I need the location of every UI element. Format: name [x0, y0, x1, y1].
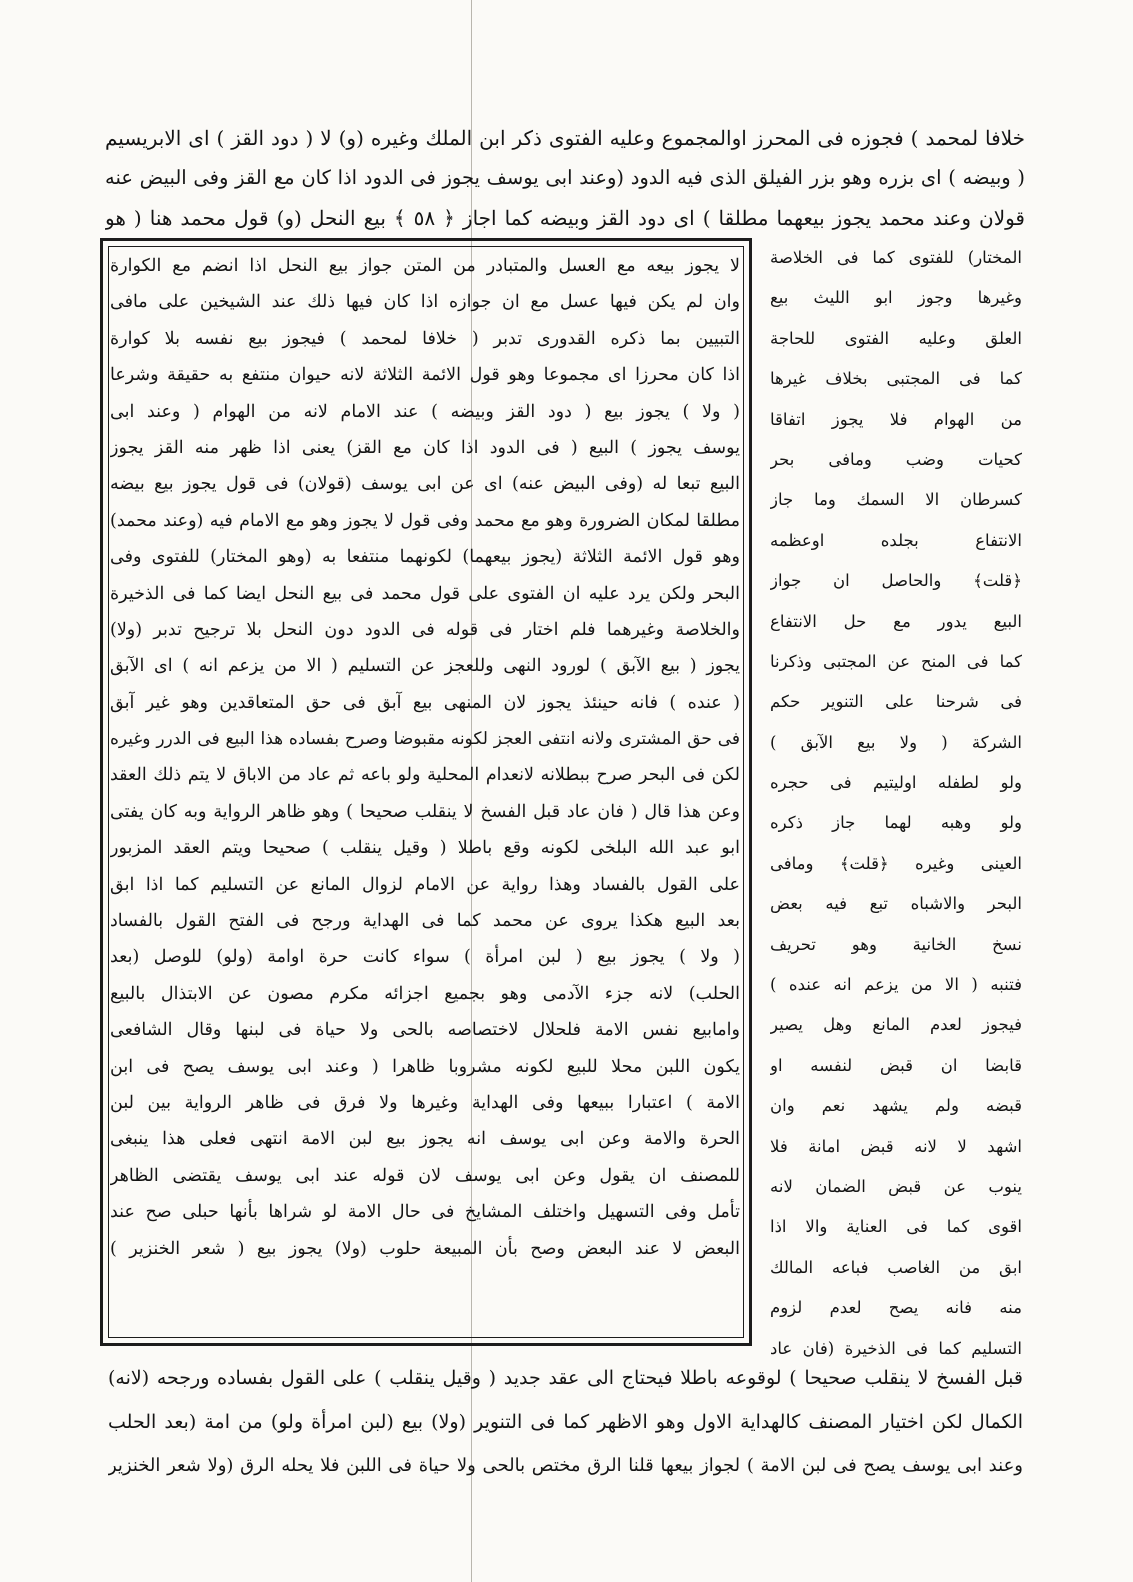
text-line: وعند ابى يوسف يصح فى لبن الامة ) لجواز بيعها قلنا الرق مختص بالحى ولا حياة فى اللبن فلا يحله الرق (ولا شعر الخنزير [108, 1455, 1023, 1476]
side-line: ﴿قلت﴾ والحاصل ان جواز [770, 571, 1022, 591]
side-line: فيجوز لعدم المانع وهل يصير [770, 1015, 1022, 1035]
box-line: البحر ولكن يرد عليه ان الفتوى على قول محمد فى بيع النحل ايضا كما فى الذخيرة [110, 583, 740, 604]
box-line: ( ولا ) يجوز بيع ( لبن امرأة ) سواء كانت حرة اوامة (ولو) للوصل (بعد [110, 947, 740, 968]
side-line: من الهوام فلا يجوز اتفاقا [770, 409, 1022, 429]
box-line: وان لم يكن فيها عسل مع ان جوازه اذا كان فيها ذلك عند الشيخين على مافى [110, 292, 740, 313]
side-line: قبضه ولم يشهد نعم وان [770, 1096, 1022, 1116]
side-line: التسليم كما فى الذخيرة (فان عاد [770, 1338, 1022, 1358]
box-line: ابو عبد الله البلخى لكونه وقع باطلا ( وقيل ينقلب ) صحيحا ويتم العقد المزبور [110, 838, 740, 859]
box-line: الامة ) اعتبارا ببيعها وفى الهداية وغيرها ولا فرق فى ظاهر الرواية بين لبن [110, 1092, 740, 1113]
side-line: نسخ الخانية وهو تحريف [770, 934, 1022, 954]
box-line: ( ولا ) يجوز بيع ( دود القز وبيضه ) عند الامام لانه من الهوام ( وعند ابى [110, 401, 740, 422]
side-line: البحر والاشباه تبع فيه بعض [770, 894, 1022, 914]
side-line: كما فى المنح عن المجتبى وذكرنا [770, 651, 1022, 671]
text-line: قولان وعند محمد يجوز بيعهما مطلقا ) اى دود القز وبيضه كما اجاز ﴿ ٥٨ ﴾ بيع النحل (و) قول محمد هنا ( هو [105, 206, 1025, 230]
box-line: فى حق المشترى ولانه انتفى العجز لكونه مقبوضا وصرح بفساده هذا البيع فى الدرر وغيره [110, 729, 740, 750]
box-line: على القول بالفساد وهذا رواية عن الامام لزوال المانع عن التسليم كما اذا ابق [110, 874, 740, 895]
box-line: للمصنف ان يقول وعن ابى يوسف لان قوله عند ابى يوسف يقتضى الظاهر [110, 1165, 740, 1186]
text-line: قبل الفسخ لا ينقلب صحيحا ) لوقوعه باطلا فيحتاج الى عقد جديد ( وقيل ينقلب ) على القول بفساده ورجحه (لانه) [108, 1367, 1023, 1389]
text-line: ( وبيضه ) اى بزره وهو بزر الفيلق الذى فيه الدود (وعند ابى يوسف يجوز فى الدود اذا كان مع القز وفى البيض عنه [105, 166, 1025, 189]
side-commentary-column [770, 238, 1022, 1369]
box-line: الحلب) لانه جزء الآدمى وهو بجميع اجزائه مكرم مصون عن الابتذال بالبيع [110, 983, 740, 1004]
box-line: الحرة والامة وعن ابى يوسف انه يجوز بيع لبن الامة انتهى فعلى هذا ينبغى [110, 1129, 740, 1150]
box-line: ( عنده ) فانه حينئذ يجوز لان المنهى بيع آبق فى حق المتعاقدين وهو غير آبق [110, 692, 740, 713]
side-line: اقوى كما فى العناية والا اذا [770, 1217, 1022, 1237]
box-line: تأمل وفى التسهيل واختلف المشايخ فى حال الامة لو شراها بأنها حبلى صح عند [110, 1202, 740, 1223]
side-line: كسرطان الا السمك وما جاز [770, 490, 1022, 510]
side-line: كما فى المجتبى بخلاف غيرها [770, 369, 1022, 389]
side-line: المختار) للفتوى كما فى الخلاصة [770, 248, 1022, 267]
box-line: يجوز ( بيع الآبق ) لورود النهى وللعجز عن التسليم ( الا من يزعم انه ) اى الآبق [110, 656, 740, 677]
text-line: خلافا لمحمد ) فجوزه فى المحرز اوالمجموع وعليه الفتوى ذكر ابن الملك وغيره (و) لا ( دود القز ) اى الابريسيم [105, 126, 1025, 150]
side-line: الشركة ( ولا بيع الآبق ) [770, 732, 1022, 752]
side-line: منه فانه يصح لعدم لزوم [770, 1298, 1022, 1318]
box-line: مطلقا لمكان الضرورة وهو مع محمد وفى قول لا يجوز وهو مع الامام فيه (وعند محمد) [110, 510, 740, 531]
box-line: البعض لا عند البعض وصح بأن المبيعة حلوب (ولا) يجوز بيع ( شعر الخنزير ) [110, 1238, 740, 1259]
side-line: ولو وهبه لهما جاز ذكره [770, 813, 1022, 833]
side-line: ينوب عن قبض الضمان لانه [770, 1176, 1022, 1196]
side-line: اشهد لا لانه قبض امانة فلا [770, 1136, 1022, 1156]
main-text-bottom [108, 1356, 1023, 1488]
box-line: اذا كان محرزا اى مجموعا وهو قول الائمة الثلاثة لانه حيوان منتفع به حقيقة وشرعا [110, 365, 740, 386]
box-line: يوسف يجوز ) البيع ( فى الدود اذا كان مع القز) يعنى اذا ظهر منه القز يجوز [110, 437, 740, 458]
main-text-top [105, 118, 1025, 238]
box-line: بعد البيع هكذا يروى عن محمد كما فى الهداية ورجح فى الفتح القول بالفساد [110, 911, 740, 932]
side-line: العينى وغيره ﴿قلت﴾ ومافى [770, 853, 1022, 873]
box-line: والخلاصة وغيرهما فلم اختار فى قوله فى الدود دون النحل بلا ترجيح تدبر (ولا) [110, 619, 740, 640]
box-line: لكن فى البحر صرح ببطلانه لانعدام المحلية ولو باعه ثم عاد من الاباق لا يتم ذلك العقد [110, 765, 740, 786]
side-line: فتنبه ( الا من يزعم انه عنده ) [770, 975, 1022, 995]
side-line: وغيرها وجوز ابو الليث بيع [770, 288, 1022, 308]
text-line: الكمال لكن اختيار المصنف كالهداية الاول وهو الاظهر كما فى التنوير (ولا) بيع (لبن امرأة ولو) من امة (بعد الحلب [108, 1411, 1023, 1433]
side-line: ابق من الغاصب فباعه المالك [770, 1257, 1022, 1277]
side-line: كحيات وضب ومافى بحر [770, 449, 1022, 469]
box-line: يكون اللبن محلا للبيع لكونه مشروبا ظاهرا ( وعند ابى يوسف يصح فى ابن [110, 1056, 740, 1077]
box-line: وامابيع نفس الامة فلحلال لاختصاصه بالحى ولا حياة فى لبنها وقال الشافعى [110, 1020, 740, 1041]
box-line: التبيين بما ذكره القدورى تدبر ( خلافا لمحمد ) فيجوز بيع نفسه بلا كوارة [110, 328, 740, 349]
side-line: ولو لطفله اوليتيم فى حجره [770, 773, 1022, 793]
side-line: فى شرحنا على التنوير حكم [770, 692, 1022, 712]
box-line: وهو قول الائمة الثلاثة (يجوز بيعهما) لكونهما منتفعا به (وهو المختار) للفتوى وفى [110, 547, 740, 568]
box-line: وعن هذا قال ( فان عاد قبل الفسخ لا ينقلب صحيحا ) وهو ظاهر الرواية وبه كان يفتى [110, 801, 740, 822]
side-line: الانتفاع بجلده اوعظمه [770, 530, 1022, 550]
commentary-box-text [110, 248, 740, 1267]
side-line: البيع يدور مع حل الانتفاع [770, 611, 1022, 631]
side-line: العلق وعليه الفتوى للحاجة [770, 328, 1022, 348]
box-line: لا يجوز بيعه مع العسل والمتبادر من المتن جواز بيع النحل اذا انضم مع الكوارة [110, 256, 740, 276]
box-line: البيع تبعا له (وفى البيض عنه) اى عن ابى يوسف (قولان) فى قول يجوز بيع بيضه [110, 474, 740, 495]
side-line: قابضا ان قبض لنفسه او [770, 1055, 1022, 1075]
